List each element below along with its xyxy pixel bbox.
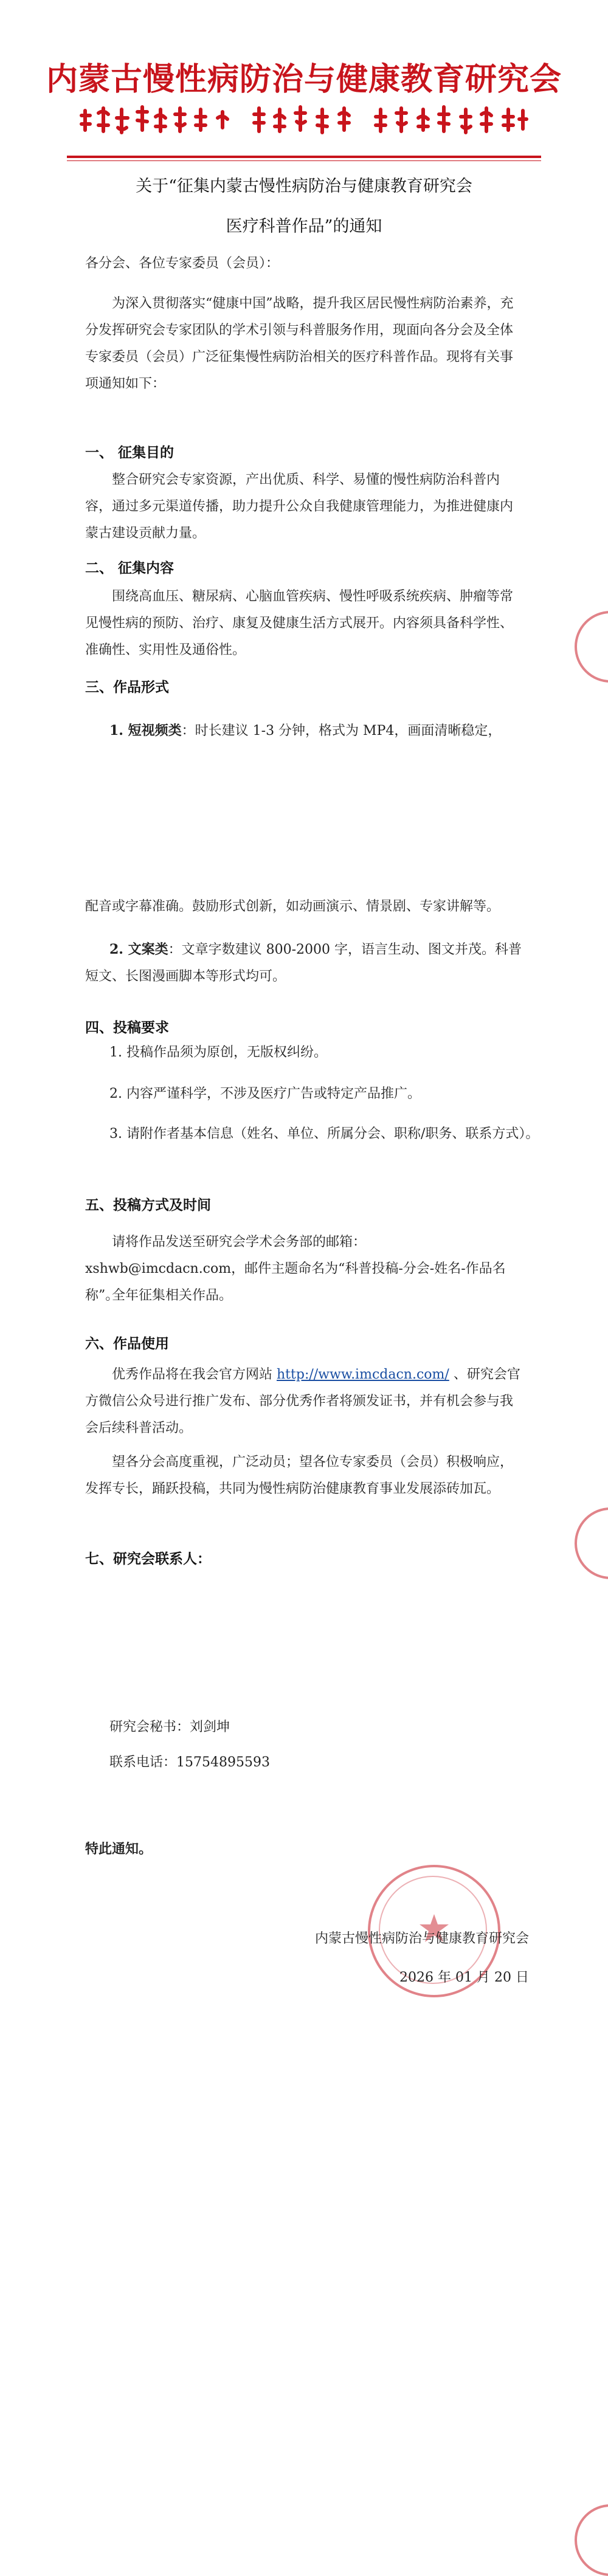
closing-appeal: 望各分会高度重视，广泛动员；望各位专家委员（会员）积极响应，发挥专长，踊跃投稿，共同为慢性病防治健康教育事业发展添砖加瓦。	[85, 1455, 514, 1496]
format-item-video-text: ：时长建议 1-3 分钟，格式为 MP4，画面清晰稳定，	[181, 723, 502, 739]
section-2-heading: 二、 征集内容	[85, 560, 174, 576]
usage-text-before-link: 优秀作品将在我会官方网站	[112, 1367, 273, 1382]
format-item-video-label: 1. 短视频类	[109, 723, 182, 739]
edge-seal-bottom	[575, 2504, 608, 2576]
section-3-heading: 三、作品形式	[85, 679, 169, 695]
submission-method: 请将作品发送至研究会学术会务部的邮箱：xshwb@imcdacn.com，邮件主题命名为“科普投稿-分会-姓名-作品名称”。	[85, 1235, 506, 1303]
section-1-body: 整合研究会专家资源，产出优质、科学、易懂的慢性病防治科普内容，通过多元渠道传播，助力提升公众自我健康管理能力，为推进健康内蒙古建设贡献力量。	[85, 472, 514, 541]
website-link[interactable]: http://www.imcdacn.com/	[277, 1367, 449, 1382]
requirement-item-2: 2. 内容严谨科学，不涉及医疗广告或特定产品推广。	[109, 1086, 421, 1101]
requirement-item-1: 1. 投稿作品须为原创，无版权纠纷。	[109, 1045, 327, 1060]
notice-title-line2: 医疗科普作品”的通知	[226, 217, 382, 236]
contact-secretary: 研究会秘书：刘剑坤	[109, 1720, 230, 1735]
section-5-heading: 五、投稿方式及时间	[85, 1197, 211, 1213]
submission-deadline: 全年征集相关作品。	[112, 1288, 233, 1303]
signature-date: 2026 年 01 月 20 日	[399, 1970, 529, 1985]
signature-org: 内蒙古慢性病防治与健康教育研究会	[314, 1931, 529, 1946]
notice-title-line1: 关于“征集内蒙古慢性病防治与健康教育研究会	[136, 177, 472, 196]
usage-paragraph	[85, 1362, 523, 1442]
format-item-video	[109, 717, 535, 745]
header-divider-thick	[67, 156, 541, 158]
salutation: 各分会、各位专家委员（会员）：	[85, 256, 280, 271]
section-2-body: 围绕高血压、糖尿病、心脑血管疾病、慢性呼吸系统疾病、肿瘤等常见慢性病的预防、治疗、康复及健康生活方式展开。内容须具备科学性、准确性、实用性及通俗性。	[85, 589, 514, 658]
format-item-video-continued: 配音或字幕准确。鼓励形式创新，如动画演示、情景剧、专家讲解等。	[85, 899, 500, 914]
usage-text-after-link: 、研究会官方微信公众号进行推广发布、部分优秀作者将颁发证书，并有机会参与我会后续科普活动。	[85, 1367, 520, 1436]
header-divider-thin	[67, 160, 541, 161]
edge-seal-middle	[575, 1507, 608, 1579]
edge-seal-top	[575, 611, 608, 683]
requirement-item-3: 3. 请附作者基本信息（姓名、单位、所属分会、职称/职务、联系方式）。	[109, 1126, 539, 1142]
org-title: 内蒙古慢性病防治与健康教育研究会	[46, 61, 562, 98]
section-1-heading: 一、 征集目的	[85, 444, 174, 461]
section-4-heading: 四、投稿要求	[85, 1019, 169, 1036]
format-item-article	[85, 936, 523, 990]
format-item-article-label: 2. 文案类	[109, 942, 168, 957]
intro-paragraph: 为深入贯彻落实“健康中国”战略，提升我区居民慢性病防治素养，充分发挥研究会专家团队的学术引领与科普服务作用，现面向各分会及全体专家委员（会员）广泛征集慢性病防治相关的医疗科普作品。现将有关事项通知如下：	[85, 296, 514, 391]
mongolian-script-logo	[79, 103, 529, 136]
special-notice: 特此通知。	[85, 1841, 153, 1857]
format-item-article-text: ：文章字数建议 800-2000 字，语言生动、图文并茂。科普短文、长图漫画脚本等形式均可。	[85, 942, 522, 984]
contact-phone: 联系电话：15754895593	[109, 1755, 270, 1770]
section-6-heading: 六、作品使用	[85, 1335, 169, 1352]
section-7-heading: 七、研究会联系人：	[85, 1551, 211, 1567]
